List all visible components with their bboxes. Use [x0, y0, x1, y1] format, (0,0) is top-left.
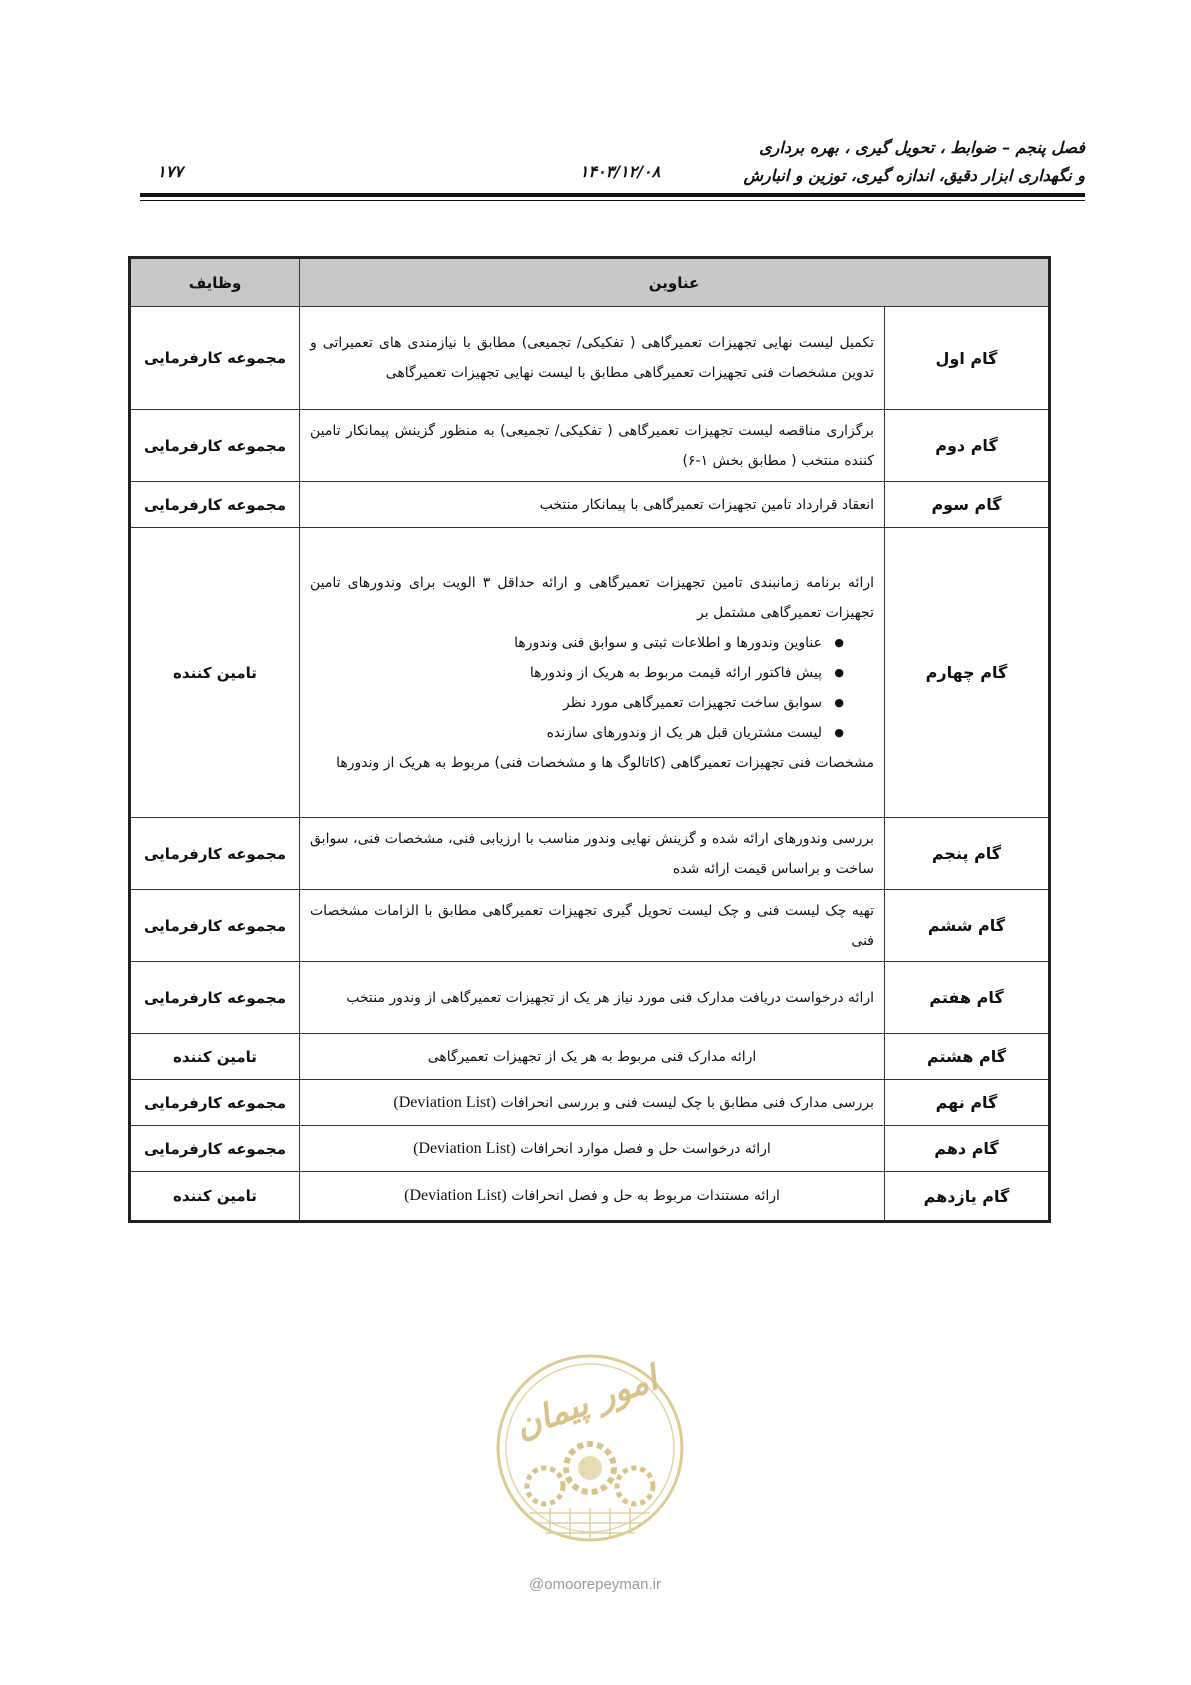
deviation-list-term: (Deviation List)	[393, 1093, 497, 1111]
header-titles: عناوین	[300, 258, 1050, 307]
step-description: تکمیل لیست نهایی تجهیزات تعمیرگاهی ( تفکیکی/ تجمیعی) مطابق با نیازمندی های تعمیراتی و تدوین مشخصات فنی تجهیزات تعمیرگاهی مطابق با لیست نهایی تجهیزات تعمیرگاهی	[300, 307, 885, 410]
step-label: گام نهم	[885, 1080, 1050, 1126]
responsible-party: مجموعه کارفرمایی	[130, 1080, 300, 1126]
step-label: گام سوم	[885, 482, 1050, 528]
step-label: گام چهارم	[885, 528, 1050, 818]
step-description	[300, 528, 885, 818]
step-description-text: ارائه درخواست حل و فصل موارد انحرافات	[520, 1140, 771, 1157]
step-intro: ارائه برنامه زمانبندی تامین تجهیزات تعمیرگاهی و ارائه حداقل ۳ الویت برای وندورهای تامین تجهیزات تعمیرگاهی مشتمل بر	[310, 574, 874, 621]
step-description: ارائه مدارک فنی مربوط به هر یک از تجهیزات تعمیرگاهی	[300, 1034, 885, 1080]
responsible-party: مجموعه کارفرمایی	[130, 410, 300, 482]
step-outro: مشخصات فنی تجهیزات تعمیرگاهی (کاتالوگ ها و مشخصات فنی) مربوط به هریک از وندورها	[336, 754, 874, 771]
responsible-party: مجموعه کارفرمایی	[130, 1126, 300, 1172]
step-label: گام دهم	[885, 1126, 1050, 1172]
list-item: ● پیش فاکتور ارائه قیمت مربوط به هریک از وندورها	[310, 658, 874, 688]
table-row	[130, 962, 1050, 1034]
step-description	[300, 1172, 885, 1222]
step-description: برگزاری مناقصه لیست تجهیزات تعمیرگاهی ( تفکیکی/ تجمیعی) به منظور گزینش پیمانکار تامین کننده منتخب ( مطابق بخش ۱-۶)	[300, 410, 885, 482]
step-label: گام پنجم	[885, 818, 1050, 890]
step-label: گام دوم	[885, 410, 1050, 482]
step-label: گام اول	[885, 307, 1050, 410]
table-row	[130, 482, 1050, 528]
responsible-party: مجموعه کارفرمایی	[130, 890, 300, 962]
step-description: ارائه درخواست دریافت مدارک فنی مورد نیاز هر یک از تجهیزات تعمیرگاهی از وندور منتخب	[300, 962, 885, 1034]
table-row	[130, 1172, 1050, 1222]
header-duties: وظایف	[130, 258, 300, 307]
document-date: ۱۴۰۳/۱۲/۰۸	[579, 162, 661, 181]
list-item: ● لیست مشتریان قبل هر یک از وندورهای سازنده	[310, 718, 874, 748]
step-label: گام ششم	[885, 890, 1050, 962]
step-description: بررسی وندورهای ارائه شده و گزینش نهایی وندور مناسب با ارزیابی فنی، مشخصات فنی، سوابق ساخت و براساس قیمت ارائه شده	[300, 818, 885, 890]
steps-table	[128, 256, 1051, 1223]
list-item: ● عناوین وندورها و اطلاعات ثبتی و سوابق فنی وندورها	[310, 628, 874, 658]
responsible-party: تامین کننده	[130, 1034, 300, 1080]
list-item: ● سوابق ساخت تجهیزات تعمیرگاهی مورد نظر	[310, 688, 874, 718]
table-row	[130, 1034, 1050, 1080]
responsible-party: تامین کننده	[130, 528, 300, 818]
responsible-party: مجموعه کارفرمایی	[130, 962, 300, 1034]
website-watermark: @omoorepeyman.ir	[529, 1576, 661, 1593]
table-row	[130, 890, 1050, 962]
responsible-party: مجموعه کارفرمایی	[130, 482, 300, 528]
logo-text: امور پیمان	[509, 1358, 663, 1447]
omoorepeyman-watermark-logo	[490, 1318, 690, 1568]
requirement-list	[310, 628, 874, 748]
responsible-party: مجموعه کارفرمایی	[130, 307, 300, 410]
table-row	[130, 818, 1050, 890]
step-description	[300, 1080, 885, 1126]
header-rule-thin	[140, 200, 1085, 201]
deviation-list-term: (Deviation List)	[413, 1139, 516, 1157]
step-label: گام یازدهم	[885, 1172, 1050, 1222]
page-number: ۱۷۷	[157, 162, 183, 181]
chapter-title-line2: و نگهداری ابزار دقیق، اندازه گیری، توزین و انبارش	[743, 166, 1085, 185]
deviation-list-term: (Deviation List)	[404, 1187, 507, 1204]
table-row	[130, 1080, 1050, 1126]
table-row	[130, 528, 1050, 818]
header-rule-thick	[140, 193, 1085, 197]
step-description-text: بررسی مدارک فنی مطابق با چک لیست فنی و بررسی انحرافات	[500, 1094, 874, 1111]
step-description-text: ارائه مستندات مربوط به حل و فصل انحرافات	[511, 1188, 780, 1204]
responsible-party: تامین کننده	[130, 1172, 300, 1222]
responsible-party: مجموعه کارفرمایی	[130, 818, 300, 890]
step-description	[300, 1126, 885, 1172]
step-label: گام هشتم	[885, 1034, 1050, 1080]
step-description: انعقاد قرارداد تامین تجهیزات تعمیرگاهی با پیمانکار منتخب	[300, 482, 885, 528]
step-label: گام هفتم	[885, 962, 1050, 1034]
table-row	[130, 1126, 1050, 1172]
table-row	[130, 410, 1050, 482]
table-header-row	[130, 258, 1050, 307]
table-row	[130, 307, 1050, 410]
chapter-title-line1: فصل پنجم – ضوابط ، تحویل گیری ، بهره برداری	[759, 138, 1085, 157]
step-description: تهیه چک لیست فنی و چک لیست تحویل گیری تجهیزات تعمیرگاهی مطابق با الزامات مشخصات فنی	[300, 890, 885, 962]
